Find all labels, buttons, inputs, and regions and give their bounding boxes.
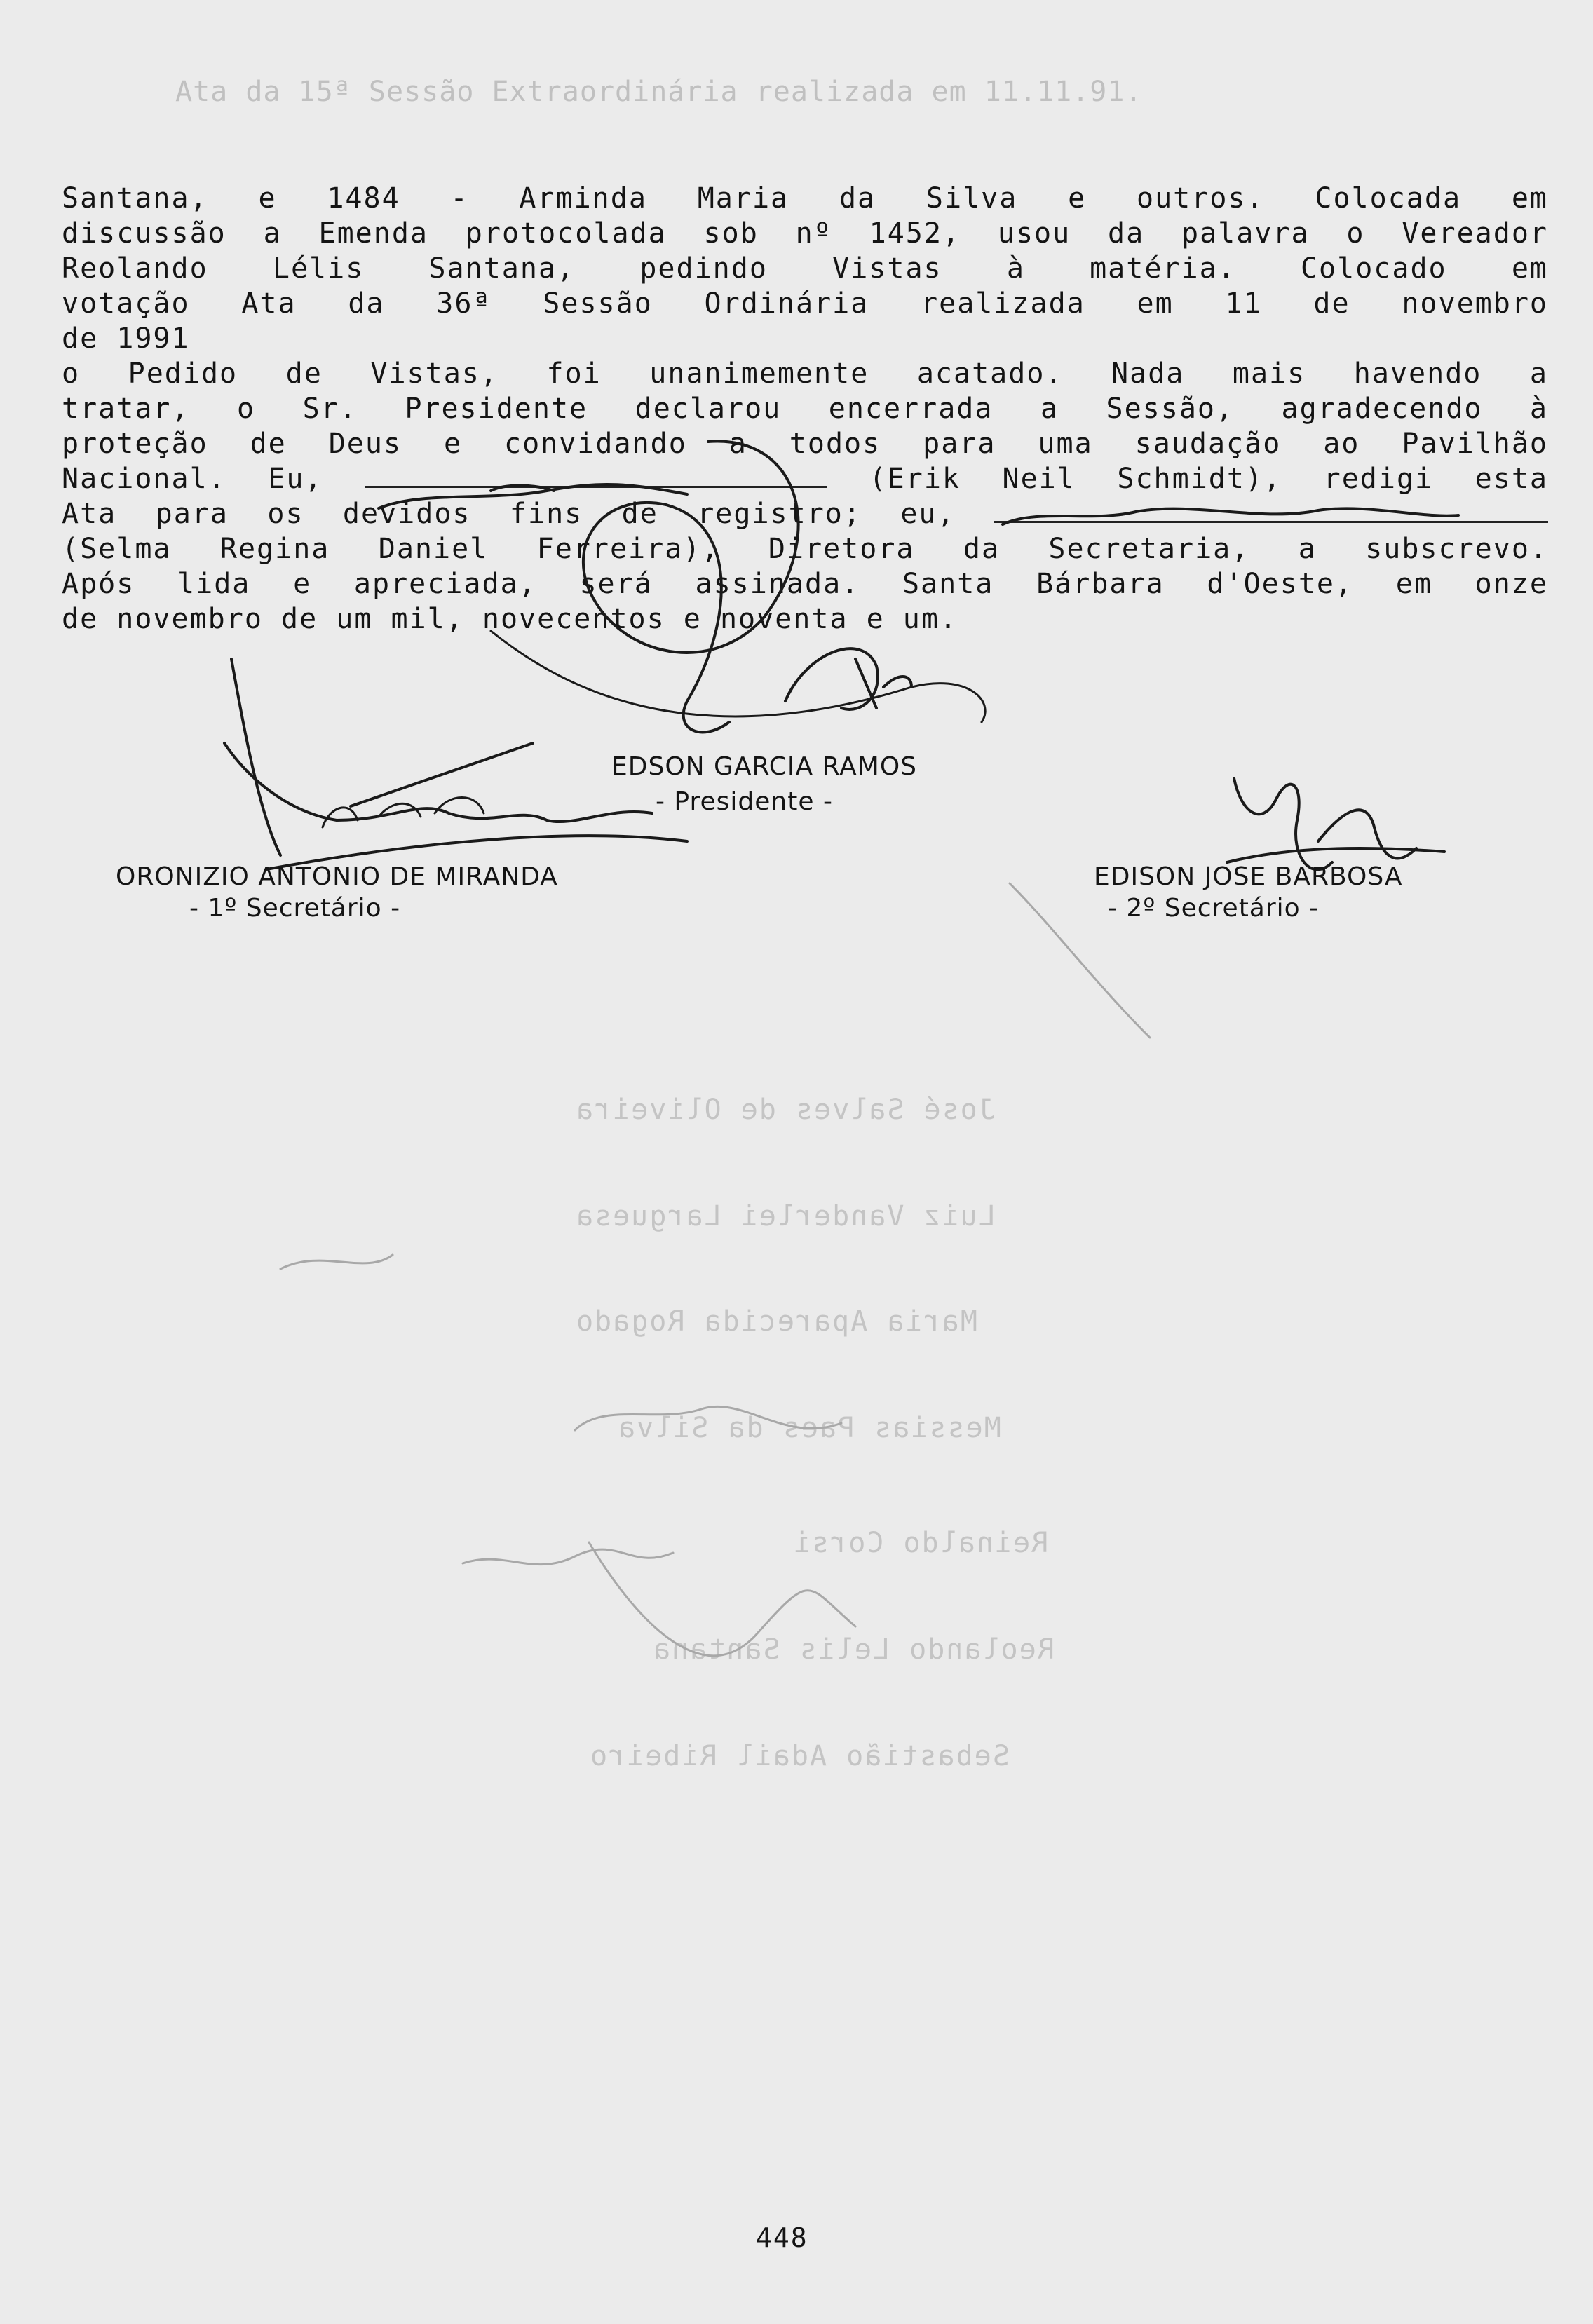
body-text: (Erik Neil Schmidt), redigi esta: [869, 463, 1548, 495]
body-line: Santana, e 1484 - Arminda Maria da Silva e outros. Colocada em: [62, 182, 1548, 215]
body-text: Nacional. Eu,: [62, 463, 323, 495]
body-line: tratar, o Sr. Presidente declarou encerrada a Sessão, agradecendo à: [62, 393, 1548, 425]
first-secretary-role: - 1º Secretário -: [189, 894, 401, 923]
document-header: Ata da 15ª Sessão Extraordinária realizada em 11.11.91.: [175, 76, 1143, 108]
bleed-through-name: Sebastião Adail Ribeiro: [589, 1740, 1010, 1772]
body-line: o Pedido de Vistas, foi unanimemente acatado. Nada mais havendo a: [62, 358, 1548, 390]
body-line: de 1991: [62, 322, 190, 355]
body-line: proteção de Deus e convidando a todos para uma saudação ao Pavilhão: [62, 428, 1548, 460]
body-line: discussão a Emenda protocolada sob nº 1452, usou da palavra o Vereador: [62, 217, 1548, 250]
first-secretary-name: ORONIZIO ANTONIO DE MIRANDA: [116, 862, 558, 891]
body-line: votação Ata da 36ª Sessão Ordinária realizada em 11 de novembro: [62, 287, 1548, 320]
body-line: Após lida e apreciada, será assinada. Santa Bárbara d'Oeste, em onze: [62, 568, 1548, 600]
bleed-through-name: Reinaldo Corsi: [792, 1527, 1049, 1559]
body-line: (Selma Regina Daniel Ferreira), Diretora da Secretaria, a subscrevo.: [62, 533, 1548, 565]
bleed-through-name: José Salves de Oliveira: [575, 1094, 996, 1126]
president-name: EDSON GARCIA RAMOS: [611, 752, 918, 781]
body-text: Ata para os devidos fins de registro; eu,: [62, 498, 956, 530]
second-secretary-name: EDISON JOSE BARBOSA: [1094, 862, 1403, 891]
bleed-through-name: Maria Aparecida Rogado: [575, 1305, 977, 1338]
bleed-through-name: Messias Paes da Silva: [617, 1412, 1001, 1444]
body-line: de novembro de um mil, novecentos e noventa e um.: [62, 603, 958, 635]
bleed-through-name: Reolando Lelis Santana: [652, 1633, 1055, 1666]
second-secretary-role: - 2º Secretário -: [1108, 894, 1320, 923]
bleed-through-name: Luiz Vanderlei Larguesa: [575, 1200, 996, 1232]
page-number: 448: [756, 2222, 808, 2253]
body-line: Reolando Lélis Santana, pedindo Vistas à matéria. Colocado em: [62, 252, 1548, 285]
president-role: - Presidente -: [656, 787, 833, 816]
